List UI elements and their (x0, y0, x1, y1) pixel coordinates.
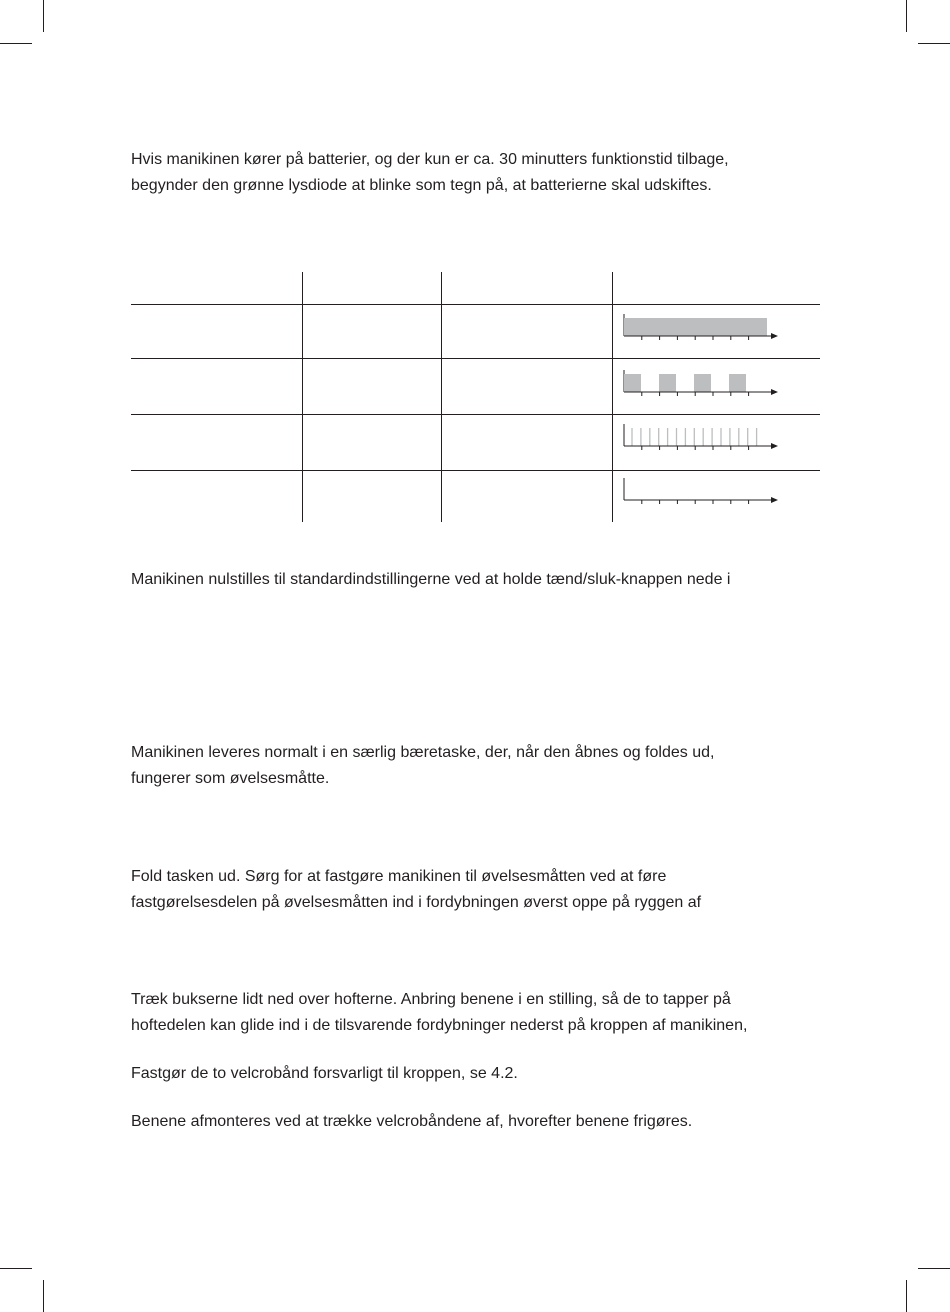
arrow-right-icon (771, 389, 778, 395)
table-divider (131, 414, 820, 415)
arrow-right-icon (771, 333, 778, 339)
text-line: fungerer som øvelsesmåtte. (131, 770, 330, 787)
table-divider (131, 358, 820, 359)
crop-mark (43, 0, 44, 32)
legs-paragraph (131, 987, 831, 1039)
table-column-divider (302, 272, 303, 522)
arrow-right-icon (771, 497, 778, 503)
text-line: Manikinen leveres normalt i en særlig bæretaske, der, når den åbnes og foldes ud, (131, 744, 715, 761)
timing-diagram-off (623, 476, 783, 508)
text-line: Benene afmonteres ved at trække velcrobåndene af, hvorefter benene frigøres. (131, 1113, 693, 1130)
led-on-bar (624, 318, 767, 336)
table-divider (131, 304, 820, 305)
text-line: Fastgør de to velcrobånd forsvarligt til kroppen, se 4.2. (131, 1065, 518, 1082)
led-pulse (624, 374, 641, 392)
text-line: begynder den grønne lysdiode at blinke som tegn på, at batterierne skal udskiftes. (131, 177, 712, 194)
led-status-table (131, 272, 820, 522)
text-line: hoftedelen kan glide ind i de tilsvarende fordybninger nederst på kroppen af manikinen, (131, 1017, 748, 1034)
carry-case-paragraph (131, 740, 831, 792)
table-divider (131, 470, 820, 471)
legs-remove-paragraph (131, 1109, 831, 1135)
led-pulse (694, 374, 711, 392)
table-column-divider (612, 272, 613, 522)
crop-mark (906, 1280, 907, 1312)
crop-mark (0, 1268, 32, 1269)
led-pulse (659, 374, 676, 392)
timing-diagram-fast-blink (623, 422, 783, 454)
crop-mark (43, 1280, 44, 1312)
crop-mark (918, 1268, 950, 1269)
timing-diagram-steady-on (623, 312, 783, 344)
crop-mark (0, 43, 32, 44)
battery-warning-paragraph (131, 147, 831, 199)
reset-paragraph (131, 567, 831, 593)
arrow-right-icon (771, 443, 778, 449)
crop-mark (906, 0, 907, 32)
led-pulse (729, 374, 746, 392)
timing-diagram-slow-blink (623, 368, 783, 400)
text-line: Træk bukserne lidt ned over hofterne. Anbring benene i en stilling, så de to tapper på (131, 991, 731, 1008)
text-line: Hvis manikinen kører på batterier, og der kun er ca. 30 minutters funktionstid tilbage, (131, 151, 729, 168)
fold-out-paragraph (131, 864, 831, 916)
velcro-attach-paragraph (131, 1061, 831, 1087)
crop-mark (918, 43, 950, 44)
text-line: Manikinen nulstilles til standardindstillingerne ved at holde tænd/sluk-knappen nede i (131, 571, 731, 588)
text-line: fastgørelsesdelen på øvelsesmåtten ind i fordybningen øverst oppe på ryggen af (131, 894, 702, 911)
table-column-divider (441, 272, 442, 522)
text-line: Fold tasken ud. Sørg for at fastgøre manikinen til øvelsesmåtten ved at føre (131, 868, 667, 885)
